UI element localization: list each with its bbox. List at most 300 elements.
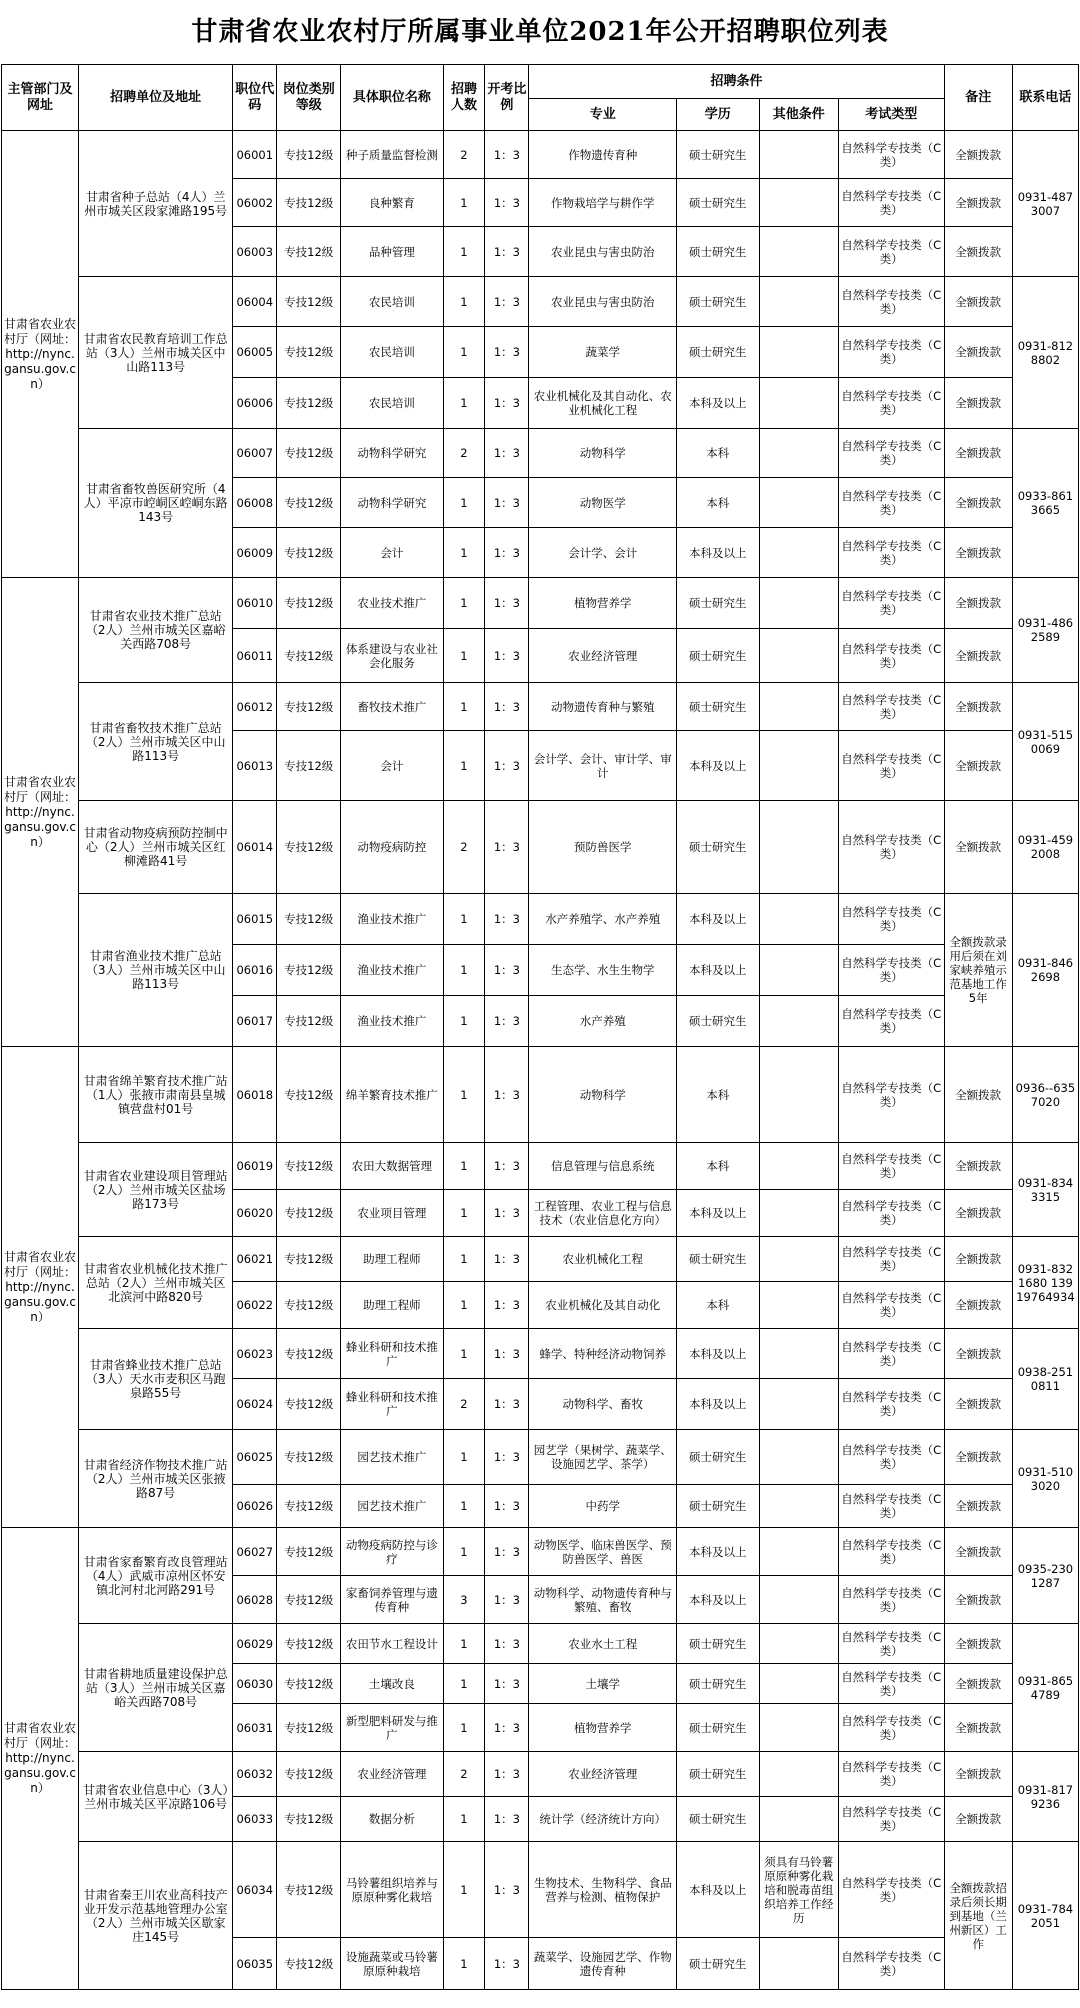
- position-level: 专技12级: [277, 227, 341, 277]
- position-other: [759, 1797, 838, 1842]
- table-row: [2, 1430, 1079, 1485]
- position-education: 本科: [676, 1047, 759, 1143]
- position-count: 1: [443, 1485, 485, 1528]
- position-education: 本科及以上: [676, 731, 759, 801]
- position-name: 动物科学研究: [341, 478, 443, 528]
- position-major: 中药学: [529, 1485, 677, 1528]
- position-ratio: 1：3: [485, 1047, 529, 1143]
- position-level: 专技12级: [277, 683, 341, 731]
- position-code: 06012: [233, 683, 277, 731]
- position-ratio: 1：3: [485, 1576, 529, 1624]
- position-note: 全额拨款: [944, 277, 1012, 327]
- position-education: 硕士研究生: [676, 1664, 759, 1704]
- position-name: 渔业技术推广: [341, 945, 443, 996]
- position-exam: 自然科学专技类（C类）: [838, 378, 944, 429]
- header-ratio: 开考比例: [485, 65, 529, 131]
- table-row: [2, 1237, 1079, 1282]
- position-code: 06016: [233, 945, 277, 996]
- position-name: 品种管理: [341, 227, 443, 277]
- position-note: 全额拨款: [944, 429, 1012, 478]
- position-code: 06005: [233, 327, 277, 378]
- position-education: 硕士研究生: [676, 277, 759, 327]
- position-exam: 自然科学专技类（C类）: [838, 945, 944, 996]
- position-code: 06031: [233, 1704, 277, 1752]
- position-major: 农业机械化及其自动化: [529, 1282, 677, 1329]
- position-other: [759, 378, 838, 429]
- position-major: 蔬菜学: [529, 327, 677, 378]
- position-count: 1: [443, 179, 485, 227]
- position-exam: 自然科学专技类（C类）: [838, 578, 944, 629]
- position-ratio: 1：3: [485, 1143, 529, 1190]
- position-level: 专技12级: [277, 1379, 341, 1430]
- position-name: 渔业技术推广: [341, 894, 443, 945]
- position-education: 本科及以上: [676, 528, 759, 578]
- unit-cell: 甘肃省经济作物技术推广站（2人）兰州市城关区张掖路87号: [79, 1430, 233, 1528]
- position-exam: 自然科学专技类（C类）: [838, 996, 944, 1047]
- position-ratio: 1：3: [485, 1190, 529, 1237]
- position-ratio: 1：3: [485, 179, 529, 227]
- position-major: 农业水土工程: [529, 1624, 677, 1664]
- position-major: 水产养殖: [529, 996, 677, 1047]
- position-education: 硕士研究生: [676, 996, 759, 1047]
- header-position-name: 具体职位名称: [341, 65, 443, 131]
- position-count: 1: [443, 378, 485, 429]
- position-level: 专技12级: [277, 1143, 341, 1190]
- position-education: 本科及以上: [676, 1379, 759, 1430]
- position-name: 园艺技术推广: [341, 1430, 443, 1485]
- position-other: [759, 1938, 838, 1990]
- position-education: 硕士研究生: [676, 801, 759, 894]
- table-row: [2, 1143, 1079, 1190]
- position-name: 农田节水工程设计: [341, 1624, 443, 1664]
- position-major: 会计学、会计: [529, 528, 677, 578]
- position-count: 1: [443, 629, 485, 683]
- position-ratio: 1：3: [485, 945, 529, 996]
- position-name: 园艺技术推广: [341, 1485, 443, 1528]
- position-major: 作物遗传育种: [529, 131, 677, 179]
- position-exam: 自然科学专技类（C类）: [838, 1938, 944, 1990]
- position-exam: 自然科学专技类（C类）: [838, 1797, 944, 1842]
- unit-phone: 0931-8462698: [1012, 894, 1078, 1047]
- table-row: [2, 578, 1079, 629]
- position-major: 动物遗传育种与繁殖: [529, 683, 677, 731]
- position-education: 本科: [676, 478, 759, 528]
- unit-phone: 0931-5150069: [1012, 683, 1078, 801]
- position-code: 06020: [233, 1190, 277, 1237]
- unit-cell: 甘肃省蜂业技术推广总站（3人）天水市麦积区马跑泉路55号: [79, 1329, 233, 1430]
- position-count: 1: [443, 894, 485, 945]
- position-ratio: 1：3: [485, 1528, 529, 1576]
- position-level: 专技12级: [277, 1237, 341, 1282]
- position-note: 全额拨款: [944, 327, 1012, 378]
- position-major: 蔬菜学、设施园艺学、作物遗传育种: [529, 1938, 677, 1990]
- position-education: 硕士研究生: [676, 1704, 759, 1752]
- position-code: 06022: [233, 1282, 277, 1329]
- position-code: 06010: [233, 578, 277, 629]
- position-name: 渔业技术推广: [341, 996, 443, 1047]
- unit-phone: 0935-2301287: [1012, 1528, 1078, 1624]
- position-count: 2: [443, 1379, 485, 1430]
- position-other: [759, 578, 838, 629]
- position-ratio: 1：3: [485, 277, 529, 327]
- unit-phone: 0938-2510811: [1012, 1329, 1078, 1430]
- table-row: [2, 1528, 1079, 1576]
- position-exam: 自然科学专技类（C类）: [838, 1329, 944, 1379]
- unit-phone: 0931-8654789: [1012, 1624, 1078, 1752]
- position-note: 全额拨款: [944, 1190, 1012, 1237]
- position-major: 动物科学: [529, 429, 677, 478]
- position-name: 动物疫病防控与诊疗: [341, 1528, 443, 1576]
- position-other: [759, 131, 838, 179]
- position-education: 硕士研究生: [676, 1938, 759, 1990]
- position-name: 种子质量监督检测: [341, 131, 443, 179]
- position-note: 全额拨款: [944, 1047, 1012, 1143]
- position-name: 动物科学研究: [341, 429, 443, 478]
- position-code: 06021: [233, 1237, 277, 1282]
- position-major: 动物医学: [529, 478, 677, 528]
- position-code: 06004: [233, 277, 277, 327]
- unit-phone: 0931-8321680 13919764934: [1012, 1237, 1078, 1329]
- position-other: [759, 731, 838, 801]
- position-level: 专技12级: [277, 1282, 341, 1329]
- unit-cell: 甘肃省农业信息中心（3人）兰州市城关区平凉路106号: [79, 1752, 233, 1842]
- position-other: [759, 277, 838, 327]
- position-major: 预防兽医学: [529, 801, 677, 894]
- position-other: [759, 478, 838, 528]
- position-major: 动物科学: [529, 1047, 677, 1143]
- position-education: 硕士研究生: [676, 629, 759, 683]
- position-code: 06013: [233, 731, 277, 801]
- position-level: 专技12级: [277, 277, 341, 327]
- position-exam: 自然科学专技类（C类）: [838, 1842, 944, 1938]
- position-code: 06029: [233, 1624, 277, 1664]
- position-ratio: 1：3: [485, 731, 529, 801]
- header-education: 学历: [676, 99, 759, 131]
- position-count: 2: [443, 801, 485, 894]
- table-row: [2, 1752, 1079, 1797]
- position-count: 1: [443, 1938, 485, 1990]
- position-code: 06034: [233, 1842, 277, 1938]
- position-count: 1: [443, 1190, 485, 1237]
- header-count: 招聘人数: [443, 65, 485, 131]
- position-major: 土壤学: [529, 1664, 677, 1704]
- position-exam: 自然科学专技类（C类）: [838, 131, 944, 179]
- position-exam: 自然科学专技类（C类）: [838, 1379, 944, 1430]
- position-code: 06015: [233, 894, 277, 945]
- position-level: 专技12级: [277, 996, 341, 1047]
- table-body: [2, 131, 1079, 1990]
- position-level: 专技12级: [277, 1938, 341, 1990]
- position-major: 生态学、水生生物学: [529, 945, 677, 996]
- position-count: 2: [443, 429, 485, 478]
- position-level: 专技12级: [277, 1528, 341, 1576]
- position-other: [759, 1664, 838, 1704]
- position-name: 土壤改良: [341, 1664, 443, 1704]
- position-code: 06007: [233, 429, 277, 478]
- position-name: 会计: [341, 528, 443, 578]
- position-level: 专技12级: [277, 1485, 341, 1528]
- position-education: 硕士研究生: [676, 1485, 759, 1528]
- position-note: 全额拨款: [944, 1379, 1012, 1430]
- unit-note: 全额拨款招录后须长期到基地（兰州新区）工作: [944, 1842, 1012, 1990]
- position-exam: 自然科学专技类（C类）: [838, 179, 944, 227]
- position-other: [759, 1485, 838, 1528]
- unit-phone: 0931-5103020: [1012, 1430, 1078, 1528]
- position-code: 06003: [233, 227, 277, 277]
- position-note: 全额拨款: [944, 629, 1012, 683]
- position-ratio: 1：3: [485, 578, 529, 629]
- position-education: 硕士研究生: [676, 1237, 759, 1282]
- position-count: 1: [443, 478, 485, 528]
- unit-cell: 甘肃省种子总站（4人）兰州市城关区段家滩路195号: [79, 131, 233, 277]
- position-count: 1: [443, 528, 485, 578]
- position-exam: 自然科学专技类（C类）: [838, 1430, 944, 1485]
- header-phone: 联系电话: [1012, 65, 1078, 131]
- position-other: [759, 1047, 838, 1143]
- position-education: 本科: [676, 1282, 759, 1329]
- position-other: [759, 801, 838, 894]
- position-other: [759, 1528, 838, 1576]
- position-level: 专技12级: [277, 1704, 341, 1752]
- position-name: 设施蔬菜或马铃薯原原种栽培: [341, 1938, 443, 1990]
- position-note: 全额拨款: [944, 731, 1012, 801]
- position-education: 本科及以上: [676, 945, 759, 996]
- position-count: 1: [443, 1704, 485, 1752]
- header-other: 其他条件: [759, 99, 838, 131]
- unit-phone: 0931-8128802: [1012, 277, 1078, 429]
- unit-cell: 甘肃省畜牧兽医研究所（4人）平凉市崆峒区崆峒东路143号: [79, 429, 233, 578]
- position-level: 专技12级: [277, 429, 341, 478]
- position-note: 全额拨款: [944, 478, 1012, 528]
- position-name: 蜂业科研和技术推广: [341, 1379, 443, 1430]
- position-ratio: 1：3: [485, 478, 529, 528]
- position-major: 工程管理、农业工程与信息技术（农业信息化方向）: [529, 1190, 677, 1237]
- position-exam: 自然科学专技类（C类）: [838, 1237, 944, 1282]
- dept-cell: 甘肃省农业农村厅（网址：http://nync.gansu.gov.cn）: [2, 578, 79, 1047]
- position-note: 全额拨款: [944, 528, 1012, 578]
- position-code: 06027: [233, 1528, 277, 1576]
- unit-phone: 0931-8343315: [1012, 1143, 1078, 1237]
- position-ratio: 1：3: [485, 1752, 529, 1797]
- position-exam: 自然科学专技类（C类）: [838, 1282, 944, 1329]
- dept-cell: 甘肃省农业农村厅（网址：http://nync.gansu.gov.cn）: [2, 1528, 79, 1990]
- position-major: 会计学、会计、审计学、审计: [529, 731, 677, 801]
- position-major: 园艺学（果树学、蔬菜学、设施园艺学、茶学）: [529, 1430, 677, 1485]
- position-major: 信息管理与信息系统: [529, 1143, 677, 1190]
- position-ratio: 1：3: [485, 1485, 529, 1528]
- position-name: 农业技术推广: [341, 578, 443, 629]
- position-name: 会计: [341, 731, 443, 801]
- position-name: 农民培训: [341, 277, 443, 327]
- position-education: 本科及以上: [676, 1528, 759, 1576]
- position-note: 全额拨款: [944, 227, 1012, 277]
- position-major: 农业昆虫与害虫防治: [529, 277, 677, 327]
- position-major: 动物科学、畜牧: [529, 1379, 677, 1430]
- position-level: 专技12级: [277, 629, 341, 683]
- table-row: [2, 1624, 1079, 1664]
- position-exam: 自然科学专技类（C类）: [838, 1047, 944, 1143]
- position-major: 农业经济管理: [529, 629, 677, 683]
- header-level: 岗位类别等级: [277, 65, 341, 131]
- position-ratio: 1：3: [485, 378, 529, 429]
- position-code: 06033: [233, 1797, 277, 1842]
- unit-phone: 0936--6357020: [1012, 1047, 1078, 1143]
- position-note: 全额拨款: [944, 1329, 1012, 1379]
- position-level: 专技12级: [277, 731, 341, 801]
- position-level: 专技12级: [277, 1752, 341, 1797]
- position-exam: 自然科学专技类（C类）: [838, 1143, 944, 1190]
- position-other: [759, 327, 838, 378]
- position-count: 1: [443, 1143, 485, 1190]
- position-count: 1: [443, 683, 485, 731]
- position-count: 1: [443, 1664, 485, 1704]
- position-note: 全额拨款: [944, 179, 1012, 227]
- position-other: [759, 1379, 838, 1430]
- position-ratio: 1：3: [485, 528, 529, 578]
- position-exam: 自然科学专技类（C类）: [838, 1576, 944, 1624]
- position-name: 绵羊繁育技术推广: [341, 1047, 443, 1143]
- position-level: 专技12级: [277, 378, 341, 429]
- position-exam: 自然科学专技类（C类）: [838, 227, 944, 277]
- position-level: 专技12级: [277, 1047, 341, 1143]
- position-education: 硕士研究生: [676, 327, 759, 378]
- position-exam: 自然科学专技类（C类）: [838, 629, 944, 683]
- position-major: 生物技术、生物科学、食品营养与检测、植物保护: [529, 1842, 677, 1938]
- position-note: 全额拨款: [944, 801, 1012, 894]
- unit-phone: 0931-4873007: [1012, 131, 1078, 277]
- position-note: 全额拨款: [944, 1664, 1012, 1704]
- unit-cell: 甘肃省动物疫病预防控制中心（2人）兰州市城关区红柳滩路41号: [79, 801, 233, 894]
- position-other: [759, 629, 838, 683]
- position-major: 动物科学、动物遗传育种与繁殖、畜牧: [529, 1576, 677, 1624]
- position-ratio: 1：3: [485, 1430, 529, 1485]
- position-education: 硕士研究生: [676, 131, 759, 179]
- position-other: [759, 528, 838, 578]
- position-education: 本科及以上: [676, 378, 759, 429]
- position-ratio: 1：3: [485, 683, 529, 731]
- position-exam: 自然科学专技类（C类）: [838, 731, 944, 801]
- position-ratio: 1：3: [485, 1329, 529, 1379]
- position-other: [759, 1237, 838, 1282]
- position-name: 马铃薯组织培养与原原种雾化栽培: [341, 1842, 443, 1938]
- position-other: [759, 1752, 838, 1797]
- position-major: 作物栽培学与耕作学: [529, 179, 677, 227]
- dept-cell: 甘肃省农业农村厅（网址：http://nync.gansu.gov.cn）: [2, 131, 79, 578]
- position-name: 畜牧技术推广: [341, 683, 443, 731]
- position-note: 全额拨款: [944, 1237, 1012, 1282]
- position-major: 农业经济管理: [529, 1752, 677, 1797]
- position-education: 硕士研究生: [676, 1797, 759, 1842]
- header-code: 职位代码: [233, 65, 277, 131]
- position-level: 专技12级: [277, 1664, 341, 1704]
- header-unit: 招聘单位及地址: [79, 65, 233, 131]
- position-exam: 自然科学专技类（C类）: [838, 1190, 944, 1237]
- position-level: 专技12级: [277, 945, 341, 996]
- position-code: 06009: [233, 528, 277, 578]
- position-count: 1: [443, 1329, 485, 1379]
- position-note: 全额拨款: [944, 683, 1012, 731]
- position-level: 专技12级: [277, 1430, 341, 1485]
- table-row: [2, 801, 1079, 894]
- position-name: 体系建设与农业社会化服务: [341, 629, 443, 683]
- position-major: 动物医学、临床兽医学、预防兽医学、兽医: [529, 1528, 677, 1576]
- table-row: [2, 894, 1079, 945]
- unit-phone: 0931-4862589: [1012, 578, 1078, 683]
- position-name: 助理工程师: [341, 1237, 443, 1282]
- position-code: 06024: [233, 1379, 277, 1430]
- position-note: 全额拨款: [944, 1704, 1012, 1752]
- unit-cell: 甘肃省农业技术推广总站（2人）兰州市城关区嘉峪关西路708号: [79, 578, 233, 683]
- position-other: [759, 1190, 838, 1237]
- position-major: 植物营养学: [529, 578, 677, 629]
- position-education: 本科及以上: [676, 1329, 759, 1379]
- position-code: 06008: [233, 478, 277, 528]
- position-other: [759, 894, 838, 945]
- position-name: 家畜饲养管理与遗传育种: [341, 1576, 443, 1624]
- position-exam: 自然科学专技类（C类）: [838, 1485, 944, 1528]
- position-count: 2: [443, 131, 485, 179]
- position-exam: 自然科学专技类（C类）: [838, 1528, 944, 1576]
- position-note: 全额拨款: [944, 1282, 1012, 1329]
- position-exam: 自然科学专技类（C类）: [838, 277, 944, 327]
- position-major: 农业机械化工程: [529, 1237, 677, 1282]
- position-education: 本科: [676, 1143, 759, 1190]
- position-code: 06030: [233, 1664, 277, 1704]
- position-code: 06011: [233, 629, 277, 683]
- position-code: 06018: [233, 1047, 277, 1143]
- position-education: 硕士研究生: [676, 683, 759, 731]
- position-name: 动物疫病防控: [341, 801, 443, 894]
- position-education: 硕士研究生: [676, 1430, 759, 1485]
- position-ratio: 1：3: [485, 1842, 529, 1938]
- position-count: 1: [443, 1047, 485, 1143]
- position-other: [759, 996, 838, 1047]
- position-other: [759, 1576, 838, 1624]
- position-other: 须具有马铃薯原原种雾化栽培和脱毒苗组织培养工作经历: [759, 1842, 838, 1938]
- position-level: 专技12级: [277, 1190, 341, 1237]
- position-exam: 自然科学专技类（C类）: [838, 1624, 944, 1664]
- table-row: [2, 429, 1079, 478]
- position-code: 06028: [233, 1576, 277, 1624]
- page-title: 甘肃省农业农村厅所属事业单位2021年公开招聘职位列表: [191, 17, 889, 47]
- unit-cell: 甘肃省家畜繁育改良管理站（4人）武威市凉州区怀安镇北河村北河路291号: [79, 1528, 233, 1624]
- position-ratio: 1：3: [485, 1704, 529, 1752]
- position-other: [759, 1329, 838, 1379]
- position-count: 1: [443, 1624, 485, 1664]
- position-level: 专技12级: [277, 1797, 341, 1842]
- unit-note: 全额拨款录用后须在刘家峡养殖示范基地工作5年: [944, 894, 1012, 1047]
- position-code: 06025: [233, 1430, 277, 1485]
- position-ratio: 1：3: [485, 131, 529, 179]
- header-major: 专业: [529, 99, 677, 131]
- position-ratio: 1：3: [485, 1237, 529, 1282]
- position-education: 硕士研究生: [676, 179, 759, 227]
- position-count: 1: [443, 731, 485, 801]
- position-level: 专技12级: [277, 179, 341, 227]
- position-note: 全额拨款: [944, 1430, 1012, 1485]
- position-ratio: 1：3: [485, 894, 529, 945]
- position-other: [759, 179, 838, 227]
- position-exam: 自然科学专技类（C类）: [838, 1704, 944, 1752]
- unit-cell: 甘肃省绵羊繁育技术推广站（1人）张掖市肃南县皇城镇营盘村01号: [79, 1047, 233, 1143]
- position-name: 助理工程师: [341, 1282, 443, 1329]
- position-exam: 自然科学专技类（C类）: [838, 327, 944, 378]
- unit-phone: 0931-8179236: [1012, 1752, 1078, 1842]
- header-note: 备注: [944, 65, 1012, 131]
- position-ratio: 1：3: [485, 801, 529, 894]
- position-code: 06019: [233, 1143, 277, 1190]
- position-count: 1: [443, 277, 485, 327]
